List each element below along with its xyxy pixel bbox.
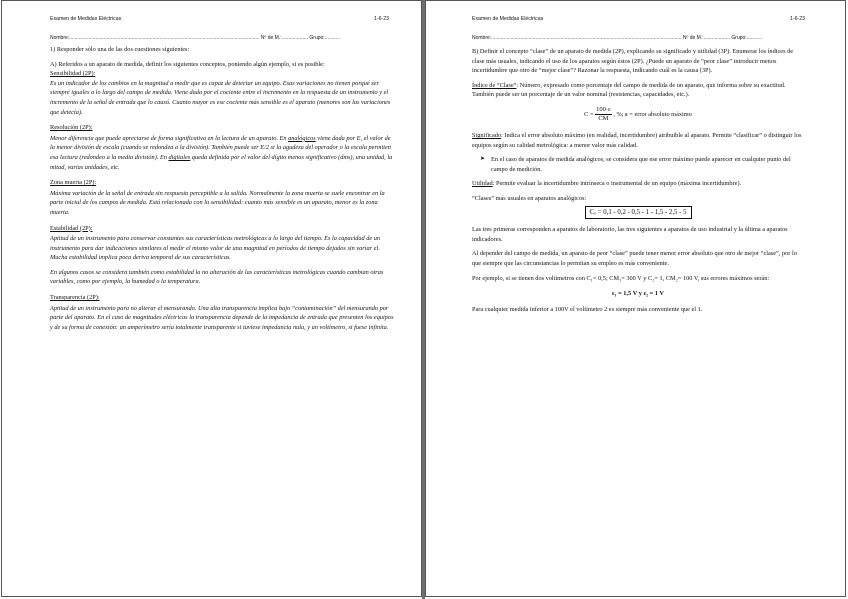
- depender-text: Al depender del campo de medida, un aparato de peor “clase” puede tener menor error absoluto que otro de mejor “clase”, por lo que siempre que las circunstancias lo permitan su empleo es más conveniente.: [472, 250, 797, 267]
- formula-c: C =: [584, 110, 594, 118]
- section-title-resolucion: Resolución (2P):: [50, 124, 93, 132]
- utilidad-title: Utilidad: [472, 180, 493, 188]
- page-number: 1-6-23: [790, 16, 805, 22]
- res-text-digitales: digitales: [168, 153, 191, 161]
- bullet-text: En el caso de aparatos de medida analógicos, se considera que ese error máximo puede aparecer en cualquier punto del campo de medición.: [491, 156, 791, 173]
- section-text-zona-muerta: Máxima variación de la señal de entrada sin respuesta perceptible a la salida. Normalmente la zona muerta se suele encontrar en la parte inicial de los campos de medida. Está relacionada con la sensibilidad: cuanto más sensible es un aparato, menor es la zona muerta.: [50, 189, 385, 216]
- page-right: [425, 0, 846, 597]
- formula-denominator: CM: [598, 114, 609, 122]
- res-text-analogicos: analógicos: [288, 134, 316, 142]
- section-title-sensibilidad: Sensibilidad (2P):: [50, 70, 96, 78]
- clases-text: “Clases” más usuales en aparatos analógicos:: [472, 194, 587, 202]
- page-left: [1, 0, 422, 597]
- section-text-estabilidad: Aptitud de un instrumento para conservar constantes sus características metrológicas a lo largo del tiempo. Es la capacidad de un instrumento para dar indicaciones similares al medir el mismo valor de una magnitud en períodos de tiempo dejados sin variar el. Mucha estabilidad implica poca deriva temporal de sus características.: [50, 235, 381, 262]
- question-a: A) Referidos a un aparato de medida, definir los siguientes conceptos, poniendo algún ejemplo, si es posible:: [50, 60, 325, 68]
- utilidad: [472, 179, 804, 189]
- name-line: [472, 35, 762, 41]
- res-text-a: Menor diferencia que puede apreciarse de forma significativa en la lectura de un aparato. En: [50, 134, 289, 142]
- section-text-resolucion: [50, 134, 395, 172]
- clases-box: Cₓ = 0,1 - 0,2 - 0,5 - 1 - 1,5 - 2,5 - 5: [585, 206, 692, 220]
- section-title-transparencia: Transparencia (2P):: [50, 294, 100, 302]
- final-text: Para cualquier medida inferior a 100V el voltímetro 2 es siempre más conveniente que el 1.: [472, 305, 703, 313]
- page-content: [472, 47, 804, 319]
- bullet-item: [480, 155, 804, 174]
- res-text-c: queda definida por el valor del dígito menos significativo (dms), una unidad, la mitad, varias unidades, etc.: [50, 153, 393, 171]
- section-text-sensibilidad: Es un indicador de los cambios en la magnitud a medir que es capaz de detectar un equipo. Esas variaciones no tienen porqué ser siempre iguales a lo largo del campo de medida. Viene dada por el cociente entre el incremento en la respuesta de un instrumento y el incremento de la señal de entrada que lo causó. Cuanto mayor es ese cociente más sensible es el aparato (menores son las variaciones que detecta).: [50, 79, 391, 116]
- significado-title: Significado: [472, 131, 502, 139]
- header-title: Examen de Medidas Eléctricas: [50, 16, 122, 22]
- formula-eps-def: = error absoluto máximo: [629, 110, 692, 118]
- formula-rest: , %;: [613, 110, 624, 118]
- name-label: Nombre:.........................................................................................................................................: [50, 35, 260, 41]
- nro-label: Nº de M.:...................: [682, 35, 731, 41]
- significado-text: : Indica el error absoluto máximo (en realidad, incertidumbre) atribuible al aparato. Permite “clasificar” o distinguir los equipos según su calidad metrológica: a menor valor más calidad.: [472, 131, 802, 149]
- formula-fraction: [595, 106, 612, 123]
- section-text-transparencia: Aptitud de un instrumento para no alterar el mensurando. Una alta transparencia implica bajo “contaminación” del mensurando por parte del aparato. En el caso de magnitudes eléctricas la transparencia depende de la impedancia de entrada que presenten los equipos y de su forma de conexión: un amperímetro sería totalmente transparente si tuviese impedancia nula, y un voltímetro, si fuese infinita.: [50, 304, 394, 331]
- indice-clase: [472, 81, 804, 100]
- res-text-b: viene dada por E, el valor de la menor división de escala (cuando se redondea a la división). También puede ser E/2 si la agudeza del operador o la escala permiten esa lectura (redondeo a la media división). En: [50, 134, 391, 161]
- grupo-label: Grupo:...........: [731, 35, 762, 41]
- header-title: Examen de Medidas Eléctricas: [472, 16, 544, 22]
- page-content: [50, 45, 395, 337]
- section-title-zona-muerta: Zona muerta (2P):: [50, 179, 97, 187]
- clases-box-wrap: [472, 206, 804, 220]
- question-b: B) Definir el concepto “clase” de un aparato de medida (2P), explicando su significado y utilidad (3P). Enumerar los índices de clase más usuales, indicando el uso de los aparatos según éstos (2P). ¿Puede un aparato de “peor clase” introducir menos incertidumbre que otro de “mejor clase”? Razonar la respuesta, indicando cuál es la causa (3P).: [472, 48, 794, 75]
- utilidad-text: : Permite evaluar la incertidumbre intrínseca o instrumental de un equipo (máxima incertidumbre).: [492, 180, 742, 188]
- class-formula: [472, 106, 804, 123]
- ejemplo-text: Por ejemplo, si se tienen dos voltímetros con C₁= 0,5; CM₁= 300 V y C₂= 1, CM₂= 100 V, sus errores máximos serán:: [472, 274, 770, 282]
- nro-label: Nº de M.:...................: [260, 35, 309, 41]
- indice-text: : Número, expresado como porcentaje del campo de medida de un aparato, que informa sobre su exactitud. También puede ser un porcentaje de un valor nominal (resistencias, capacidades, etc.).: [472, 81, 786, 99]
- formula-numerator: 100·ε: [596, 105, 611, 113]
- formula-eps: ε: [625, 110, 628, 118]
- section-title-estabilidad: Estabilidad (2P):: [50, 224, 93, 232]
- name-label: Nombre:.........................................................................................................................................: [472, 35, 682, 41]
- indice-title: Índice de “Clase”: [472, 81, 517, 89]
- question-1: 1) Responder sólo una de las dos cuestiones siguientes:: [50, 46, 190, 53]
- arrow-bullet-icon: ➤: [480, 156, 486, 163]
- section-text-estabilidad-2: En algunos casos se considera también como estabilidad la no alteración de las características metrológicas cuando cambian otras variables, como por ejemplo, la humedad o la temperatura.: [50, 268, 384, 286]
- name-line: [50, 35, 340, 41]
- tres-text: Las tres primeras corresponden a aparatos de laboratorio, las tres siguientes a aparatos de uso industrial y la última a aparatos indicadores.: [472, 226, 788, 243]
- significado: [472, 131, 804, 150]
- page-number: 1-6-23: [374, 16, 389, 22]
- errores-text: ε₁ = 1,5 V y ε₂ = 1 V: [611, 290, 665, 298]
- grupo-label: Grupo:...........: [309, 35, 340, 41]
